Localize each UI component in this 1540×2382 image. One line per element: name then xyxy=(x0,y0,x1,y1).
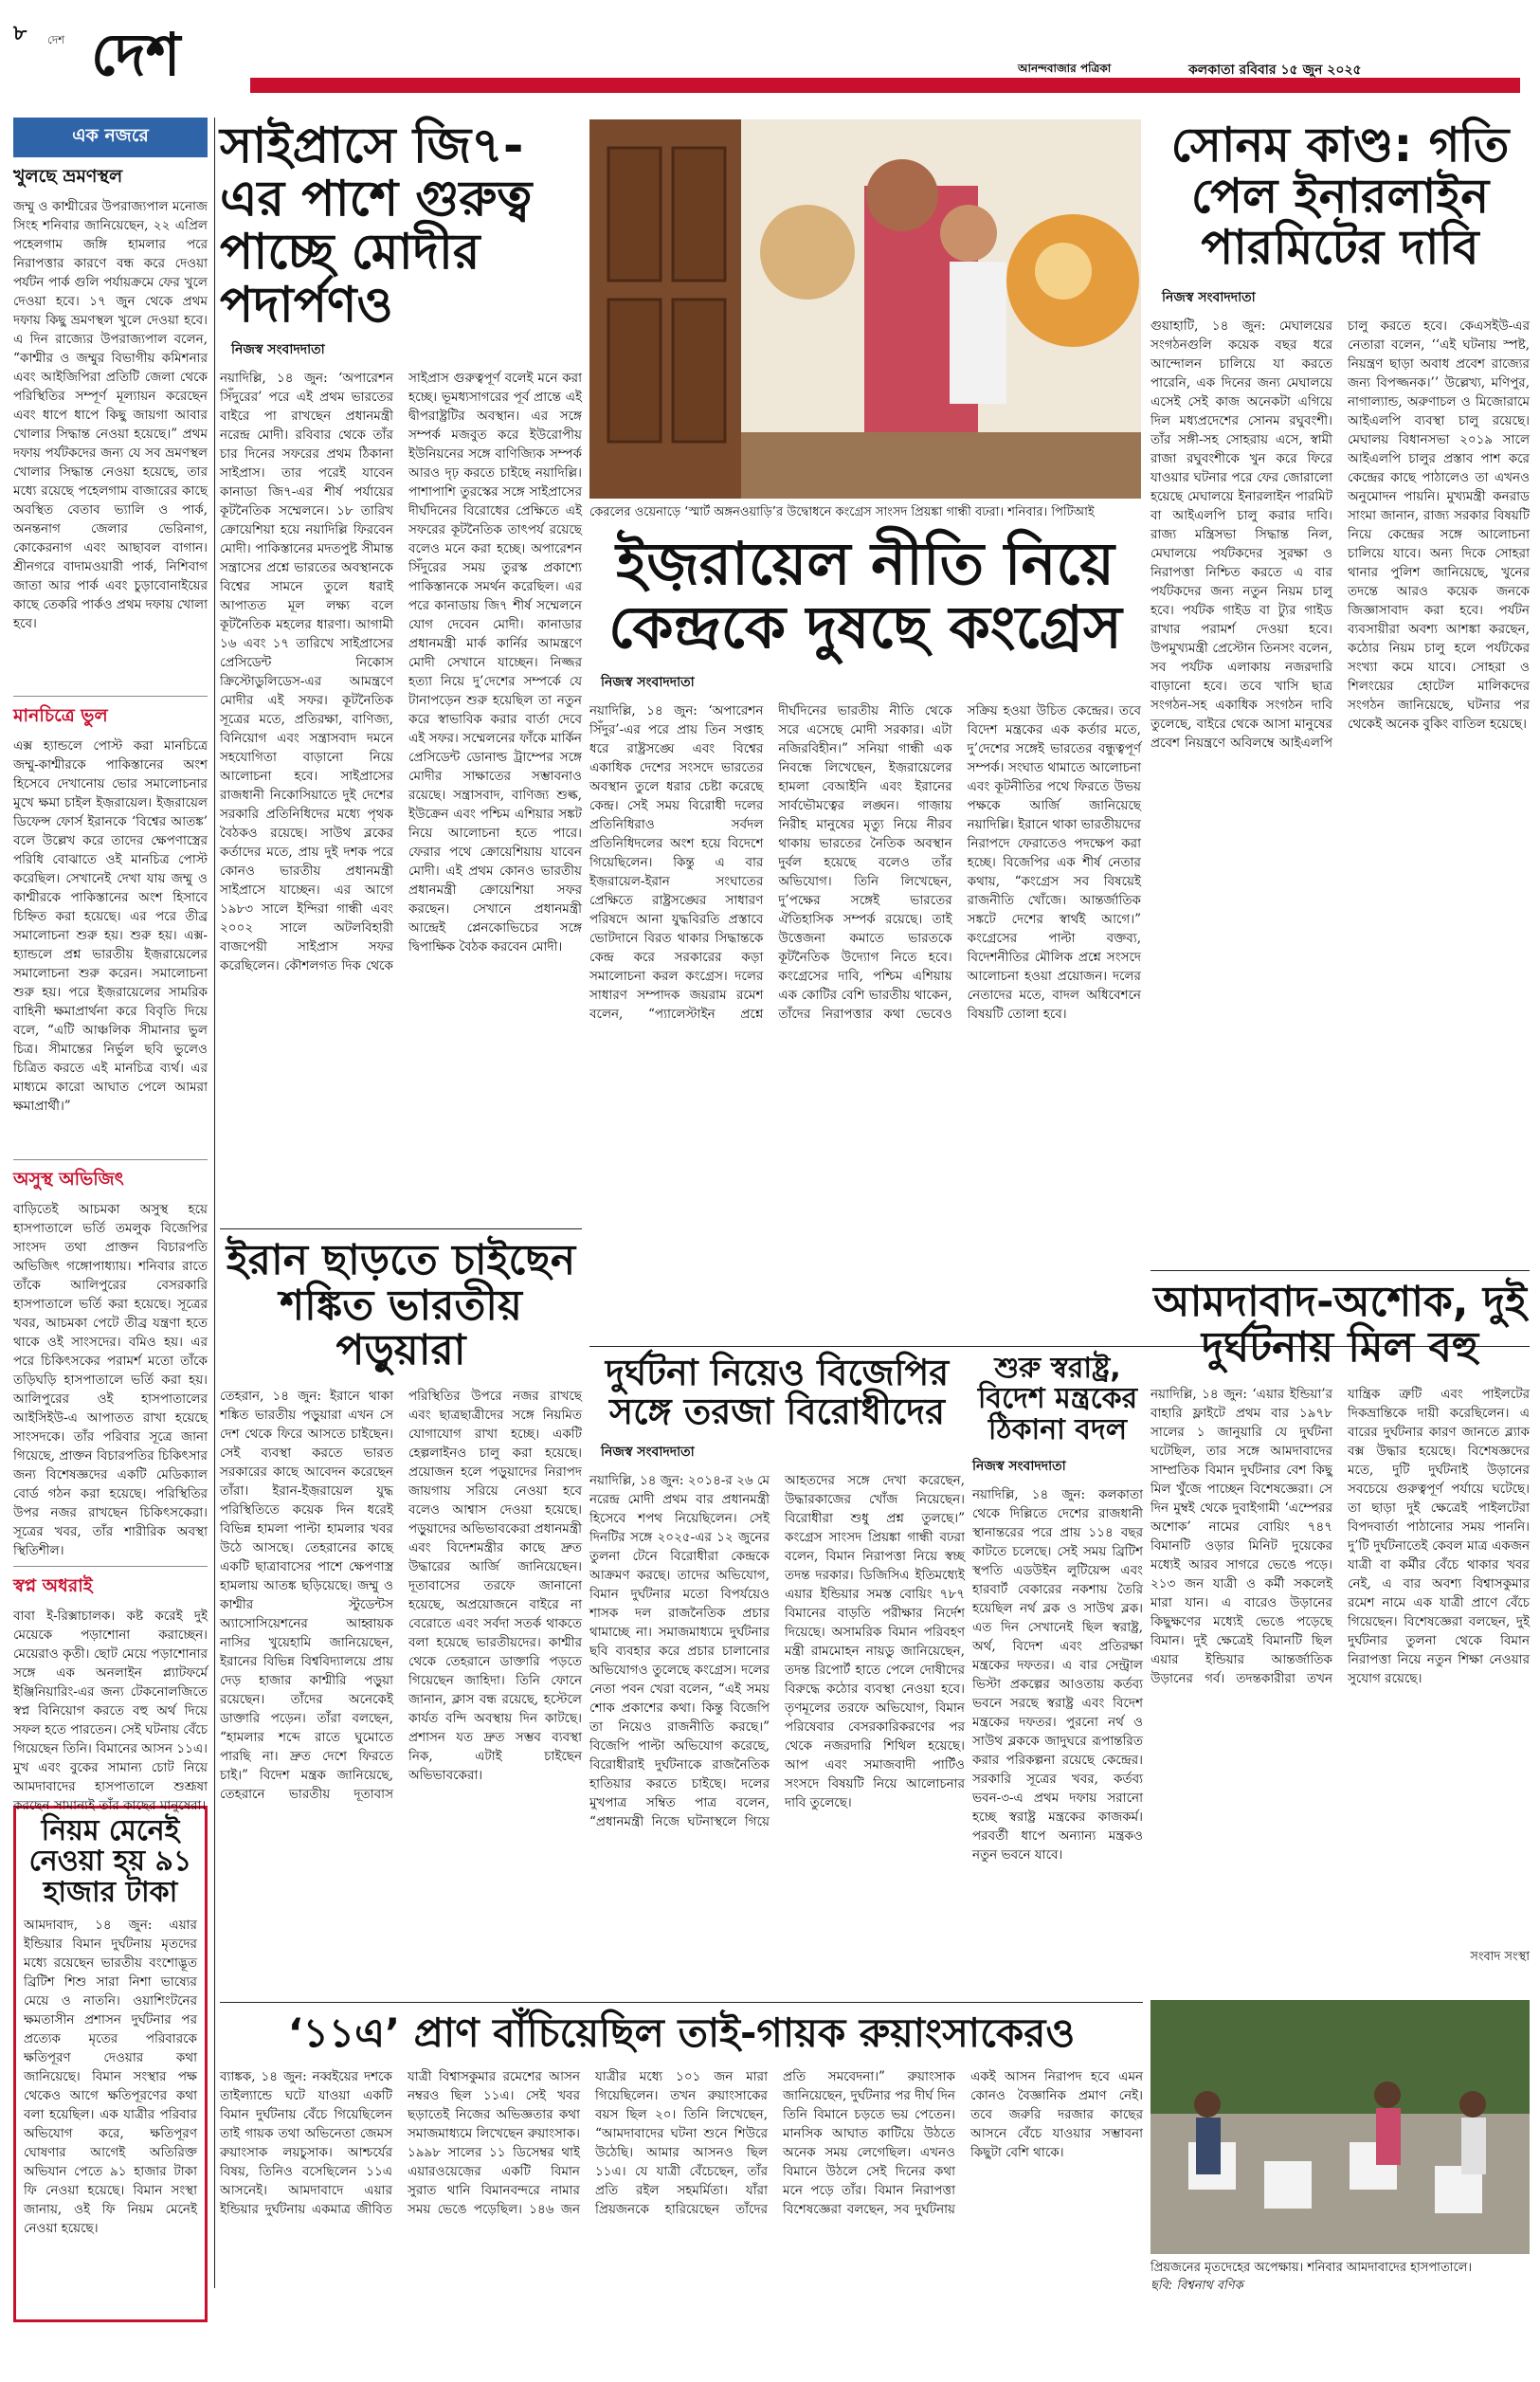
11a-body: ব্যাঙ্কক, ১৪ জুন: নব্বইয়ের দশকে তাইল্যান্ডে ঘটে যাওয়া একটি বিমান দুর্ঘটনায় বেঁচে গিয়েছিলেন তাই গায়ক তথা অভিনেতা জেমস রুয়াংসাক লয়চুসাক। আশ্চর্যের বিষয়, তিনিও বসেছিলেন ১১এ আসনেই। আমদাবাদে এয়ার ইন্ডিয়ার দুর্ঘটনায় একমাত্র জীবিত যাত্রী বিশ্বাসকুমার রমেশের আসন নম্বরও ছিল ১১এ। সেই খবর ছড়াতেই নিজের অভিজ্ঞতার কথা সমাজমাধ্যমে লিখেছেন রুয়াংসাক। ১৯৯৮ সালের ১১ ডিসেম্বর থাই এয়ারওয়েজ়ের একটি বিমান সুরাত থানি বিমানবন্দরে নামার সময় ভেঙে পড়েছিল। ১৪৬ জন যাত্রীর মধ্যে ১০১ জন মারা গিয়েছিলেন। তখন রুয়াংসাকের বয়স ছিল ২০। তিনি লিখেছেন, “আমদাবাদের ঘটনা শুনে শিউরে উঠেছি। আমার আসনও ছিল ১১এ। যে যাত্রী বেঁচেছেন, তাঁর প্রতি রইল সহমর্মিতা। যাঁরা প্রিয়জনকে হারিয়েছেন তাঁদের প্রতি সমবেদনা।” রুয়াংসাক জানিয়েছেন, দুর্ঘটনার পর দীর্ঘ দিন তিনি বিমানে চড়তে ভয় পেতেন। মানসিক আঘাত কাটিয়ে উঠতে অনেক সময় লেগেছিল। এখনও বিমানে উঠলে সেই দিনের কথা মনে পড়ে তাঁর। বিমান নিরাপত্তা বিশেষজ্ঞেরা বলছেন, সব দুর্ঘটনায় একই আসন নিরাপদ হবে এমন কোনও বৈজ্ঞানিক প্রমাণ নেই। তবে জরুরি দরজার কাছের আসনে বেঁচে যাওয়ার সম্ভাবনা কিছুটা বেশি থাকে। xyxy=(220,2069,1143,2218)
photo-illustration xyxy=(1150,2000,1530,2254)
sidebar-banner: এক নজরে xyxy=(13,118,208,157)
sidebar-item-text: বাড়িতেই আচমকা অসুস্থ হয়ে হাসপাতালে ভর্তি তমলুক বিজেপির সাংসদ তথা প্রাক্তন বিচারপতি অভিজিৎ গঙ্গোপাধ্যায়। শনিবার রাতে তাঁকে আলিপুরের বেসরকারি হাসপাতালে ভর্তি করা হয়েছে। সূত্রের খবর, আচমকা পেটে তীব্র যন্ত্রণা হতে থাকে ওই সাংসদের। বমিও হয়। এর পরে চিকিৎসকের পরামর্শ মতো তাঁকে তড়িঘড়ি হাসপাতালে ভর্তি করা হয়। আলিপুরের ওই হাসপাতালের আইসিইউ-এ আপাতত রাখা হয়েছে সাংসদকে। তাঁর পরিবার সূত্রে জানা গিয়েছে, প্রাক্তন বিচারপতির চিকিৎসার জন্য বিশেষজ্ঞদের একটি মেডিক্যাল বোর্ড গঠন করা হয়েছে। পরিস্থিতির উপর নজর রাখছেন চিকিৎসকেরা। সূত্রের খবর, তাঁর শারীরিক অবস্থা স্থিতিশীল। xyxy=(13,1202,208,1558)
bottom-photo-caption: প্রিয়জনের মৃতদেহের অপেক্ষায়। শনিবার আমদাবাদের হাসপাতালে। xyxy=(1150,2261,1473,2275)
bjp-body: নয়াদিল্লি, ১৪ জুন: ২০১৪-র ২৬ মে নরেন্দ্র মোদী প্রথম বার প্রধানমন্ত্রী হিসেবে শপথ নিয়েছিলেন। সেই দিনটির সঙ্গে ২০২৫-এর ১২ জুনের তুলনা টেনে বিরোধীরা কেন্দ্রকে আক্রমণ করছে। তাদের অভিযোগ, বিমান দুর্ঘটনার মতো বিপর্যয়েও শাসক দল রাজনৈতিক প্রচার থামাচ্ছে না। সমাজমাধ্যমে দুর্ঘটনার ছবি ব্যবহার করে প্রচার চালানোর অভিযোগও তুলেছে কংগ্রেস। দলের নেতা পবন খেরা বলেন, “এই সময় শোক প্রকাশের কথা। কিন্তু বিজেপি তা নিয়েও রাজনীতি করছে।” বিজেপি পাল্টা অভিযোগ করেছে, বিরোধীরাই দুর্ঘটনাকে রাজনৈতিক হাতিয়ার করতে চাইছে। দলের মুখপাত্র সম্বিত পাত্র বলেন, “প্রধানমন্ত্রী নিজে ঘটনাস্থলে গিয়ে আহতদের সঙ্গে দেখা করেছেন, উদ্ধারকাজের খোঁজ নিয়েছেন। বিরোধীরা শুধু প্রশ্ন তুলছে।” কংগ্রেস সাংসদ প্রিয়ঙ্কা গান্ধী বঢরা বলেন, বিমান নিরাপত্তা নিয়ে স্বচ্ছ তদন্ত দরকার। ডিজিসিএ ইতিমধ্যেই এয়ার ইন্ডিয়ার সমস্ত বোয়িং ৭৮৭ বিমানের বাড়তি পরীক্ষার নির্দেশ দিয়েছে। অসামরিক বিমান পরিবহণ মন্ত্রী রামমোহন নায়ডু জানিয়েছেন, তদন্ত রিপোর্ট হাতে পেলে দোষীদের বিরুদ্ধে কঠোর ব্যবস্থা নেওয়া হবে। তৃণমূলের তরফে অভিযোগ, বিমান পরিষেবার বেসরকারিকরণের পর থেকে নজরদারি শিথিল হয়েছে। আপ এবং সমাজবাদী পার্টিও সংসদে বিষয়টি নিয়ে আলোচনার দাবি তুলেছে। xyxy=(589,1473,965,1830)
sidebar-red-box xyxy=(13,1806,208,2322)
divider-rule xyxy=(1150,1270,1530,1271)
article-sonam xyxy=(1150,119,1530,1257)
sidebar-item-heading: মানচিত্রে ভুল xyxy=(13,696,208,733)
ahmedabad-agency: সংবাদ সংস্থা xyxy=(1470,1950,1530,1965)
israel-body: নয়াদিল্লি, ১৪ জুন: ‘অপারেশন সিঁদুর’-এর পরে প্রায় তিন সপ্তাহ ধরে রাষ্ট্রসঙ্ঘে এবং বিশ্বের একাধিক দেশের সংসদে ভারতের অবস্থান তুলে ধরার চেষ্টা করেছে কেন্দ্র। সেই সময় বিরোধী দলের প্রতিনিধিরাও সর্বদল প্রতিনিধিদলের অংশ হয়ে বিদেশে গিয়েছিলেন। কিন্তু এ বার ইজ়রায়েল-ইরান সংঘাতের প্রেক্ষিতে রাষ্ট্রসঙ্ঘের সাধারণ পরিষদে আনা যুদ্ধবিরতি প্রস্তাবে ভোটদানে বিরত থাকার সিদ্ধান্তকে কেন্দ্র করে সরকারের কড়া সমালোচনা করল কংগ্রেস। দলের সাধারণ সম্পাদক জয়রাম রমেশ বলেন, “প্যালেস্টাইন প্রশ্নে দীর্ঘদিনের ভারতীয় নীতি থেকে সরে এসেছে মোদী সরকার। এটা নজিরবিহীন।” সনিয়া গান্ধী এক নিবন্ধে লিখেছেন, ইজ়রায়েলের হামলা বেআইনি এবং ইরানের সার্বভৌমত্বের লঙ্ঘন। গাজ়ায় নিরীহ মানুষের মৃত্যু নিয়ে নীরব থাকায় ভারতের নৈতিক অবস্থান দুর্বল হয়েছে বলেও তাঁর অভিযোগ। তিনি লিখেছেন, দু’পক্ষের সঙ্গেই ভারতের ঐতিহাসিক সম্পর্ক রয়েছে। তাই উত্তেজনা কমাতে ভারতকে কূটনৈতিক উদ্যোগ নিতে হবে। কংগ্রেসের দাবি, পশ্চিম এশিয়ায় এক কোটির বেশি ভারতীয় থাকেন, তাঁদের নিরাপত্তার কথা ভেবেও সক্রিয় হওয়া উচিত কেন্দ্রের। তবে বিদেশ মন্ত্রকের এক কর্তার মতে, দু’দেশের সঙ্গেই ভারতের বন্ধুত্বপূর্ণ সম্পর্ক। সংঘাত থামাতে আলোচনা এবং কূটনীতির পথে ফিরতে উভয় পক্ষকে আর্জি জানিয়েছে নয়াদিল্লি। ইরানে থাকা ভারতীয়দের নিরাপদে ফেরাতেও পদক্ষেপ করা হচ্ছে। বিজেপির এক শীর্ষ নেতার কথায়, “কংগ্রেস সব বিষয়েই রাজনীতি খোঁজে। আন্তর্জাতিক সঙ্কটে দেশের স্বার্থই আগে।” কংগ্রেসের পাল্টা বক্তব্য, বিদেশনীতির মৌলিক প্রশ্নে সংসদে আলোচনা হওয়া প্রয়োজন। দলের নেতাদের মতে, বাদল অধিবেশনে বিষয়টি তোলা হবে। xyxy=(589,702,1141,1022)
logo-small: দেশ xyxy=(47,33,65,46)
photo-illustration xyxy=(589,119,1141,499)
sidebar-item-text: বাবা ই-রিক্সাচালক। কষ্ট করেই দুই মেয়েকে পড়াশোনা করাচ্ছেন। মেয়েরাও কৃতী। ছোট মেয়ে পড়াশোনার সঙ্গে এক অনলাইন প্ল্যাটফর্মে ইঞ্জিনিয়ারিং-এর জন্য টেকনোলজিতে স্বপ্ন বিনিয়োগ করতে বহু অর্থ দিয়ে সফল হতে পারতেন। সেই ঘটনায় বেঁচে গিয়েছেন তিনি। বিমানের আসন ১১এ। মুখ এবং বুকের সামান্য চোট নিয়ে আমদাবাদের হাসপাতালে শুশ্রূষা করছেন সামান্যই তাঁর কাছের মানুষেরা। xyxy=(13,1609,208,1813)
ahmedabad-body: নয়াদিল্লি, ১৪ জুন: ‘এয়ার ইন্ডিয়া’র বাহারি ফ্লাইটে প্রথম বার ১৯৭৮ সালের ১ জানুয়ারি যে দুর্ঘটনা ঘটেছিল, তার সঙ্গে আমদাবাদের সাম্প্রতিক বিমান দুর্ঘটনার বেশ কিছু মিল খুঁজে পাচ্ছেন বিশেষজ্ঞেরা। সে দিন মুম্বই থেকে দুবাইগামী ‘এম্পেরর অশোক’ নামের বোয়িং ৭৪৭ বিমানটি ওড়ার মিনিট দুয়েকের মধ্যেই আরব সাগরে ভেঙে পড়ে। ২১৩ জন যাত্রী ও কর্মী সকলেই মারা যান। এ বারেও উড়ানের কিছুক্ষণের মধ্যেই ভেঙে পড়েছে বিমান। দুই ক্ষেত্রেই বিমানটি ছিল এয়ার ইন্ডিয়ার আন্তর্জাতিক উড়ানের গর্ব। তদন্তকারীরা তখন যান্ত্রিক ত্রুটি এবং পাইলটের দিকভ্রান্তিকে দায়ী করেছিলেন। এ বারের দুর্ঘটনার কারণ জানতে ব্ল্যাক বক্স উদ্ধার হয়েছে। বিশেষজ্ঞদের মতে, দুটি দুর্ঘটনাই উড়ানের সবচেয়ে গুরুত্বপূর্ণ পর্যায়ে ঘটেছে। তা ছাড়া দুই ক্ষেত্রেই পাইলটেরা বিপদবার্তা পাঠানোর সময় পাননি। দু’টি দুর্ঘটনাতেই কেবল মাত্র একজন যাত্রী বা কর্মীর বেঁচে থাকার খবর নেই, এ বার অবশ্য বিশ্বাসকুমার রমেশ নামে এক যাত্রী প্রাণে বেঁচে গিয়েছেন। বিশেষজ্ঞেরা বলছেন, দুই দুর্ঘটনার তুলনা থেকে বিমান নিরাপত্তা নিয়ে নতুন শিক্ষা নেওয়ার সুযোগ রয়েছে। xyxy=(1150,1387,1530,1687)
page-number: ৮ xyxy=(13,22,27,45)
israel-headline: ইজ়রায়েল নীতি নিয়ে কেন্দ্রকে দুষছে কংগ্রেস xyxy=(608,529,1122,662)
sidebar-item-heading: স্বপ্ন অধরাই xyxy=(13,1566,208,1603)
ministry-headline: শুরু স্বরাষ্ট্র, বিদেশ মন্ত্রকের ঠিকানা বদল xyxy=(977,1352,1138,1446)
article-ahmedabad xyxy=(1150,1280,1530,2000)
sidebar-item-text: জম্মু ও কাশ্মীরের উপরাজ্যপাল মনোজ সিংহ শনিবার জানিয়েছেন, ২২ এপ্রিল পহেলগাম জঙ্গি হামলার পরে নিরাপত্তার কারণে বন্ধ করে দেওয়া পর্যটন পার্ক গুলি পর্যায়ক্রমে ফের খুলে দেওয়া হবে। ১৭ জুন থেকে প্রথম দফায় কিছু ভ্রমণস্থল খুলে দেওয়া হবে। এ দিন রাজ্যের উপরাজ্যপাল বলেন, “কাশ্মীর ও জম্মুর বিভাগীয় কমিশনার এবং আইজিপিরা প্রতিটি জেলা থেকে পরিস্থিতির সম্পূর্ণ মূল্যায়ন করেছেন এবং ধাপে ধাপে কিছু জায়গা আবার খোলার সিদ্ধান্ত নেওয়া হয়েছে।” প্রথম দফায় পর্যটকদের জন্য যে সব ভ্রমণস্থল খোলার সিদ্ধান্ত নেওয়া হয়েছে, তার মধ্যে রয়েছে পহেলগাম বাজারের কাছে অবস্থিত বেতাব ভ্যালি ও পার্ক, অনন্তনাগ জেলার ভেরিনাগ, কোকেরনাগ এবং আছাবল বাগান। শ্রীনগরে বাদামওয়ারী পার্ক, নিশিবাগ জাতা আর পার্ক এবং চুড়াবোনাইয়ের কাছে তেকরি পার্কও প্রথম দফায় খোলা হবে। xyxy=(13,199,208,631)
sonam-byline: নিজস্ব সংবাদদাতা xyxy=(1162,290,1256,305)
cyprus-byline: নিজস্ব সংবাদদাতা xyxy=(231,341,325,357)
article-cyprus xyxy=(220,119,582,1219)
red-box-text: আমদাবাদ, ১৪ জুন: এয়ার ইন্ডিয়ার বিমান দুর্ঘটনায় মৃতদের মধ্যে রয়েছেন ভারতীয় বংশোদ্ভূত ব্রিটিশ শিশু সারা নিশা ভাষ্যের মেয়ে ও নাতনি। ওয়াশিংটনের ক্ষমতাসীন প্রশাসন দুর্ঘটনার পর প্রত্যেক মৃতের পরিবারকে ক্ষতিপূরণ দেওয়ার কথা জানিয়েছে। বিমান সংস্থার পক্ষ থেকেও আগে ক্ষতিপূরণের কথা বলা হয়েছিল। এক যাত্রীর পরিবার অভিযোগ করে, ক্ষতিপূরণ ঘোষণার আগেই অতিরিক্ত অভিযান পেতে ৯১ হাজার টাকা ফি নেওয়া হয়েছে। বিমান সংস্থা জানায়, ওই ফি নিয়ম মেনেই নেওয়া হয়েছে। xyxy=(24,1918,197,2237)
ministry-byline: নিজস্ব সংবাদদাতা xyxy=(972,1459,1066,1475)
11a-headline: ‘১১এ’ প্রাণ বাঁচিয়েছিল তাই-গায়ক রুয়াংসাকেরও xyxy=(287,2009,1076,2056)
bottom-photo-credit: ছবি: বিশ্বনাথ বণিক xyxy=(1150,2279,1243,2293)
photo-ahmedabad-hospital xyxy=(1150,2000,1530,2254)
sidebar-item-heading: খুলছে ভ্রমণস্থল xyxy=(13,166,123,187)
article-11a xyxy=(220,2011,1143,2296)
red-box-headline: নিয়ম মেনেই নেওয়া হয় ৯১ হাজার টাকা xyxy=(28,1814,192,1909)
israel-byline: নিজস্ব সংবাদদাতা xyxy=(601,674,695,690)
cyprus-headline: সাইপ্রাসে জি৭-এর পাশে গুরুত্ব পাচ্ছে মোদীর পদার্পণও xyxy=(220,118,533,335)
divider-rule xyxy=(220,1228,582,1229)
sonam-headline: সোনম কাণ্ড: গতি পেল ইনারলাইন পারমিটের দাবি xyxy=(1170,118,1510,275)
logo: দেশ xyxy=(91,20,181,89)
iran-body: তেহরান, ১৪ জুন: ইরানে থাকা শঙ্কিত ভারতীয় পড়ুয়ারা এখন সে দেশ থেকে ফিরে আসতে চাইছেন। সেই ব্যবস্থা করতে ভারত সরকারের কাছে আবেদন করেছেন তাঁরা। ইরান-ইজ়রায়েল যুদ্ধ পরিস্থিতিতে কয়েক দিন ধরেই বিভিন্ন হামলা পাল্টা হামলার খবর উঠে আসছে। তেহরানের কাছে একটি ছাত্রাবাসের পাশে ক্ষেপণাস্ত্র হামলায় আতঙ্ক ছড়িয়েছে। জম্মু ও কাশ্মীর স্টুডেন্টস অ্যাসোসিয়েশনের আহ্বায়ক নাসির খুয়েহামি জানিয়েছেন, ইরানের বিভিন্ন বিশ্ববিদ্যালয়ে প্রায় দেড় হাজার কাশ্মীরি পড়ুয়া রয়েছেন। তাঁদের অনেকেই ডাক্তারি পড়েন। তাঁরা বলছেন, “হামলার শব্দে রাতে ঘুমোতে পারছি না। দ্রুত দেশে ফিরতে চাই।” বিদেশ মন্ত্রক জানিয়েছে, তেহরানে ভারতীয় দূতাবাস পরিস্থিতির উপরে নজর রাখছে এবং ছাত্রছাত্রীদের সঙ্গে নিয়মিত যোগাযোগ রাখা হচ্ছে। একটি হেল্পলাইনও চালু করা হয়েছে। প্রয়োজন হলে পড়ুয়াদের নিরাপদ জায়গায় সরিয়ে নেওয়া হবে বলেও আশ্বাস দেওয়া হয়েছে। পড়ুয়াদের অভিভাবকেরা প্রধানমন্ত্রী এবং বিদেশমন্ত্রীর কাছে দ্রুত উদ্ধারের আর্জি জানিয়েছেন। দূতাবাসের তরফে জানানো হয়েছে, অপ্রয়োজনে বাইরে না বেরোতে এবং সর্বদা সতর্ক থাকতে বলা হয়েছে ভারতীয়দের। কাশ্মীর থেকে তেহরানে ডাক্তারি পড়তে গিয়েছেন জাহিদা। তিনি ফোনে জানান, ক্লাস বন্ধ রয়েছে, হস্টেলে কার্যত বন্দি অবস্থায় দিন কাটছে। প্রশাসন যত দ্রুত সম্ভব ব্যবস্থা নিক, এটাই চাইছেন অভিভাবকেরা। xyxy=(220,1388,582,1802)
ahmedabad-headline: আমদাবাদ-অশোক, দুই দুর্ঘটনায় মিল বহু xyxy=(1153,1278,1527,1372)
divider-rule xyxy=(220,2002,1143,2003)
masthead xyxy=(13,9,1530,104)
cyprus-body: নয়াদিল্লি, ১৪ জুন: ‘অপারেশন সিঁদুরের’ পরে এই প্রথম ভারতের বাইরে পা রাখছেন প্রধানমন্ত্রী নরেন্দ্র মোদী। রবিবার থেকে তাঁর চার দিনের সফরের প্রথম ঠিকানা সাইপ্রাস। তার পরেই যাবেন কানাডা জি৭-এর শীর্ষ পর্যায়ের কূটনৈতিক সম্মেলনে। ১৮ তারিখ ক্রোয়েশিয়া হয়ে নয়াদিল্লি ফিরবেন মোদী। পাকিস্তানের মদতপুষ্ট সীমান্ত সন্ত্রাসের প্রশ্নে ভারতের অবস্থানকে বিশ্বের সামনে তুলে ধরাই আপাতত মূল লক্ষ্য বলে কূটনৈতিক মহলের ধারণা। আগামী ১৬ এবং ১৭ তারিখে সাইপ্রাসের প্রেসিডেন্ট নিকোস ক্রিস্টোডুলিডেস-এর আমন্ত্রণে মোদীর এই সফর। কূটনৈতিক সূত্রের মতে, প্রতিরক্ষা, বাণিজ্য, বিনিয়োগ এবং সন্ত্রাসবাদ দমনে সহযোগিতা বাড়ানো নিয়ে আলোচনা হবে। সাইপ্রাসের রাজধানী নিকোসিয়াতে দুই দেশের সরকারি প্রতিনিধিদের মধ্যে পৃথক বৈঠকও রয়েছে। সাউথ ব্লকের কর্তাদের মতে, প্রায় দুই দশক পরে কোনও ভারতীয় প্রধানমন্ত্রী সাইপ্রাসে যাচ্ছেন। এর আগে ১৯৮৩ সালে ইন্দিরা গান্ধী এবং ২০০২ সালে অটলবিহারী বাজপেয়ী সাইপ্রাস সফর করেছিলেন। কৌশলগত দিক থেকে সাইপ্রাস গুরুত্বপূর্ণ বলেই মনে করা হচ্ছে। ভূমধ্যসাগরের পূর্ব প্রান্তে এই দ্বীপরাষ্ট্রটির অবস্থান। এর সঙ্গে সম্পর্ক মজবুত করে ইউরোপীয় ইউনিয়নের সঙ্গে বাণিজ্যিক সম্পর্ক আরও দৃঢ় করতে চাইছে নয়াদিল্লি। পাশাপাশি তুরস্কের সঙ্গে সাইপ্রাসের দীর্ঘদিনের বিরোধের প্রেক্ষিতে এই সফরের কূটনৈতিক তাৎপর্য রয়েছে বলেও মনে করা হচ্ছে। অপারেশন সিঁদুরের সময় তুরস্ক প্রকাশ্যে পাকিস্তানকে সমর্থন করেছিল। এর পরে কানাডায় জি৭ শীর্ষ সম্মেলনে যোগ দেবেন মোদী। কানাডার প্রধানমন্ত্রী মার্ক কার্নির আমন্ত্রণে মোদী সেখানে যাচ্ছেন। নিজ্জর হত্যা নিয়ে দু’দেশের সম্পর্কে যে টানাপড়েন শুরু হয়েছিল তা নতুন করে স্বাভাবিক করার বার্তা দেবে এই সফর। সম্মেলনের ফাঁকে মার্কিন প্রেসিডেন্ট ডোনাল্ড ট্রাম্পের সঙ্গে মোদীর সাক্ষাতের সম্ভাবনাও রয়েছে। সন্ত্রাসবাদ, বাণিজ্য শুল্ক, ইউক্রেন এবং পশ্চিম এশিয়ার সঙ্কট নিয়ে আলোচনা হতে পারে। ফেরার পথে ক্রোয়েশিয়ায় যাবেন মোদী। এই প্রথম কোনও ভারতীয় প্রধানমন্ত্রী ক্রোয়েশিয়া সফর করছেন। সেখানে প্রধানমন্ত্রী আন্দ্রেই প্লেনকোভিচের সঙ্গে দ্বিপাক্ষিক বৈঠক করবেন মোদী। xyxy=(220,370,582,973)
sonam-body: গুয়াহাটি, ১৪ জুন: মেঘালয়ের সংগঠনগুলি কয়েক বছর ধরে আন্দোলন চালিয়ে যা করতে পারেনি, এক দিনের জন্য মেঘালয়ে এসেই সেই কাজ অনেকটা এগিয়ে দিল মধ্যপ্রদেশের সোনম রঘুবংশী। তাঁর সঙ্গী-সহ সোহরায় এসে, স্বামী রাজা রঘুবংশীকে খুন করে ফিরে যাওয়ার ঘটনার পরে ফের জোরালো হয়েছে মেঘালয়ে ইনারলাইন পারমিট বা আইএলপি চালু করার দাবি। রাজ্য মন্ত্রিসভা সিদ্ধান্ত নিল, মেঘালয়ে পর্যটকদের সুরক্ষা ও নিরাপত্তা নিশ্চিত করতে এ বার পর্যটকদের জন্য নতুন নিয়ম চালু হবে। পর্যটক গাইড বা ট্যুর গাইড রাখার পরামর্শ দেওয়া হবে। উপমুখ্যমন্ত্রী প্রেস্টোন তিনসং বলেন, সব পর্যটক এলাকায় নজরদারি বাড়ানো হবে। তবে খাসি ছাত্র সংগঠন-সহ একাধিক সংগঠন দাবি তুলেছে, বাইরে থেকে আসা মানুষের প্রবেশ নিয়ন্ত্রণে অবিলম্বে আইএলপি চালু করতে হবে। কেএসইউ-এর নেতারা বলেন, ‘‘এই ঘটনায় স্পষ্ট, নিয়ন্ত্রণ ছাড়া অবাধ প্রবেশ রাজ্যের জন্য বিপজ্জনক।’’ উল্লেখ্য, মণিপুর, নাগাল্যান্ড, অরুণাচল ও মিজোরামে আইএলপি ব্যবস্থা চালু রয়েছে। মেঘালয় বিধানসভা ২০১৯ সালে আইএলপি চালুর প্রস্তাব পাশ করে কেন্দ্রের কাছে পাঠালেও তা এখনও অনুমোদন পায়নি। মুখ্যমন্ত্রী কনরাড সাংমা জানান, রাজ্য সরকার বিষয়টি নিয়ে কেন্দ্রের সঙ্গে আলোচনা চালিয়ে যাবে। অন্য দিকে সোহরা থানার পুলিশ জানিয়েছে, খুনের তদন্তে আরও কয়েক জনকে জিজ্ঞাসাবাদ করা হবে। পর্যটন ব্যবসায়ীরা অবশ্য আশঙ্কা করছেন, কঠোর নিয়ম চালু হলে পর্যটকের সংখ্যা কমে যাবে। সোহরা ও শিলংয়ের হোটেল মালিকদের সংগঠন জানিয়েছে, ঘটনার পর থেকেই অনেক বুকিং বাতিল হয়েছে। xyxy=(1150,318,1530,751)
sidebar-item-heading: অসুস্থ অভিজিৎ xyxy=(13,1159,208,1196)
paper-name: আনন্দবাজার পত্রিকা xyxy=(1018,62,1112,75)
bjp-headline: দুর্ঘটনা নিয়েও বিজেপির সঙ্গে তরজা বিরোধীদের xyxy=(605,1352,950,1433)
iran-headline: ইরান ছাড়তে চাইছেন শঙ্কিত ভারতীয় পড়ুয়ারা xyxy=(226,1236,576,1375)
bjp-byline: নিজস্ব সংবাদদাতা xyxy=(601,1445,695,1461)
sidebar-item-text: এক্স হ্যান্ডলে পোস্ট করা মানচিত্রে জম্মু-কাশ্মীরকে পাকিস্তানের অংশ হিসেবে দেখানোয় ভোর সমালোচনার মুখে ক্ষমা চাইল ইজ়রায়েল। ইজ়রায়েল ডিফেন্স ফোর্স ইরানকে ‘বিশ্বের আতঙ্ক’ বলে উল্লেখ করে তাদের ক্ষেপণাস্ত্রের পরিধি বোঝাতে ওই মানচিত্র পোস্ট করেছিল। সেখানেই দেখা যায় জম্মু ও কাশ্মীরকে পাকিস্তানের অংশ হিসাবে চিহ্নিত করা হয়েছে। এর পরে তীব্র সমালোচনা শুরু হয়। শুরু হয়। এক্স-হ্যান্ডলে প্রশ্ন ভারতীয় ইজ়রায়েলের সমালোচনা শুরু করেন। সমালোচনা শুরু হয়। পরে ইজ়রায়েলের সামরিক বাহিনী ক্ষমাপ্রার্থনা করে বিবৃতি দিয়ে বলে, “এটি আঞ্চলিক সীমানার ভুল চিত্র। সীমান্তের নির্ভুল ছবি ভুলেও চিত্রিত করতে এই মানচিত্র ব্যর্থ। এর মাধ্যমে কারো আঘাত পেলে আমরা ক্ষমাপ্রার্থী।” xyxy=(13,738,208,1114)
sidebar-ek-nojore xyxy=(13,118,208,2288)
top-photo-caption: কেরলের ওয়েনাড়ে ‘স্মার্ট অঙ্গনওয়াড়ি’র উদ্বোধনে কংগ্রেস সাংসদ প্রিয়ঙ্কা গান্ধী বঢরা। শনিবার। পিটিআই xyxy=(589,505,1095,519)
sidebar-divider xyxy=(214,118,215,2288)
photo-priyanka-anganwadi xyxy=(589,119,1141,499)
page-date: কলকাতা রবিবার ১৫ জুন ২০২৫ xyxy=(1188,63,1362,78)
article-israel xyxy=(589,529,1141,1253)
ministry-body: নয়াদিল্লি, ১৪ জুন: কলকাতা থেকে দিল্লিতে দেশের রাজধানী স্থানান্তরের পরে প্রায় ১১৪ বছর কাটতে চলেছে। সেই সময় ব্রিটিশ স্থপতি এডউইন লুটিয়েন্স এবং হারবার্ট বেকারের নকশায় তৈরি হয়েছিল নর্থ ব্লক ও সাউথ ব্লক। এত দিন সেখানেই ছিল স্বরাষ্ট্র, অর্থ, বিদেশ এবং প্রতিরক্ষা মন্ত্রকের দফতর। এ বার সেন্ট্রাল ভিস্টা প্রকল্পের আওতায় কর্তব্য ভবনে সরছে স্বরাষ্ট্র এবং বিদেশ মন্ত্রকের দফতর। পুরনো নর্থ ও সাউথ ব্লককে জাদুঘরে রূপান্তরিত করার পরিকল্পনা রয়েছে কেন্দ্রের। সরকারি সূত্রের খবর, কর্তব্য ভবন-৩-এ প্রথম দফায় সরানো হচ্ছে স্বরাষ্ট্র মন্ত্রকের কাজকর্ম। পরবর্তী ধাপে অন্যান্য মন্ত্রকও নতুন ভবনে যাবে। xyxy=(972,1487,1143,1864)
